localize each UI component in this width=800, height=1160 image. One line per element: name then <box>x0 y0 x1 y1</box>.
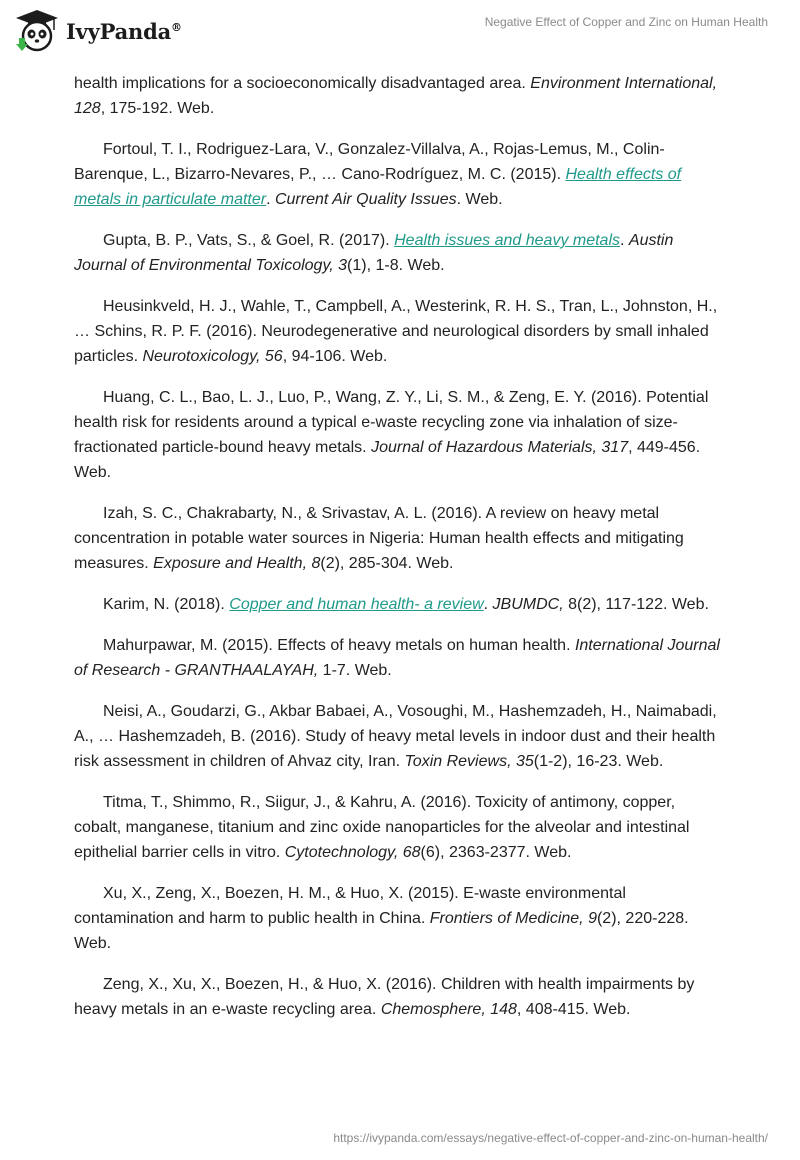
reference-text: Gupta, B. P., Vats, S., & Goel, R. (2017). <box>103 232 395 249</box>
reference-text: . <box>620 232 629 249</box>
reference-text: Zeng, X., Xu, X., Boezen, H., & Huo, X. (2016). Children with health impairments by heavy metals in an e-waste recycling area. <box>74 976 695 1018</box>
reference-text: . <box>483 596 493 613</box>
reference-entry <box>74 881 726 956</box>
reference-text: , 408-415. Web. <box>516 1001 631 1018</box>
reference-source: Toxin Reviews, 35 <box>404 753 534 770</box>
reference-entry <box>74 71 726 121</box>
reference-text: (1-2), 16-23. Web. <box>533 753 664 770</box>
reference-text: . <box>266 191 275 208</box>
footer-url[interactable]: https://ivypanda.com/essays/negative-effect-of-copper-and-zinc-on-human-health/ <box>333 1131 768 1145</box>
reference-source: Neurotoxicology, 56 <box>142 348 283 365</box>
reference-entry <box>74 972 726 1022</box>
reference-text: 1-7. Web. <box>318 662 392 679</box>
reference-source: Environment International, 128 <box>74 75 718 117</box>
reference-entry <box>74 228 726 278</box>
reference-text: 8(2), 117-122. Web. <box>563 596 709 613</box>
reference-text: Huang, C. L., Bao, L. J., Luo, P., Wang, Z. Y., Li, S. M., & Zeng, E. Y. (2016). Potential health risk for residents around a typical e-waste recycling zone via inhalation of size-fractionated particle-bound heavy metals. <box>74 389 709 456</box>
reference-source: Exposure and Health, 8 <box>153 555 321 572</box>
reference-list <box>74 71 726 1038</box>
reference-entry <box>74 137 726 212</box>
reference-source: Austin Journal of Environmental Toxicology, 3 <box>74 232 674 274</box>
reference-text: Neisi, A., Goudarzi, G., Akbar Babaei, A., Vosoughi, M., Hashemzadeh, H., Naimabadi, A., … Hashemzadeh, B. (2016). Study of heavy metal levels in indoor dust and their health risk assessment in children of Ahvaz city, Iran. <box>74 703 717 770</box>
reference-text: (1), 1-8. Web. <box>347 257 445 274</box>
reference-link[interactable]: Copper and human health- a review <box>229 596 484 613</box>
reference-entry <box>74 501 726 576</box>
reference-entry <box>74 294 726 369</box>
reference-text: Karim, N. (2018). <box>103 596 230 613</box>
reference-text: Heusinkveld, H. J., Wahle, T., Campbell, A., Westerink, R. H. S., Tran, L., Johnston, H., … Schins, R. P. F. (2016). Neurodegenerative and neurological disorders by small inhaled particles. <box>74 298 718 365</box>
reference-text: Xu, X., Zeng, X., Boezen, H. M., & Huo, X. (2015). E-waste environmental contamination and harm to public health in China. <box>74 885 626 927</box>
document-title: Negative Effect of Copper and Zinc on Human Health <box>484 15 768 29</box>
reference-text: . Web. <box>456 191 503 208</box>
reference-source: International Journal of Research - GRANTHAALAYAH, <box>74 637 720 679</box>
reference-entry <box>74 592 726 617</box>
reference-source: Chemosphere, 148 <box>380 1001 517 1018</box>
reference-text: Titma, T., Shimmo, R., Siigur, J., & Kahru, A. (2016). Toxicity of antimony, copper, cobalt, manganese, titanium and zinc oxide nanoparticles for the alveolar and intestinal epithelial barrier cells in vitro. <box>74 794 690 861</box>
page-header <box>0 0 800 70</box>
logo-wordmark <box>66 19 182 44</box>
reference-text: Mahurpawar, M. (2015). Effects of heavy metals on human health. <box>103 637 575 654</box>
reference-entry <box>74 385 726 485</box>
registered-mark: ® <box>171 20 182 34</box>
reference-text: (2), 285-304. Web. <box>320 555 454 572</box>
reference-text: (2), 220-228. Web. <box>74 910 689 952</box>
reference-text: , 449-456. Web. <box>74 439 701 481</box>
reference-entry <box>74 633 726 683</box>
reference-source: JBUMDC, <box>492 596 564 613</box>
reference-text: health implications for a socioeconomically disadvantaged area. <box>74 75 531 92</box>
panda-logo-icon <box>14 8 60 54</box>
reference-text: Izah, S. C., Chakrabarty, N., & Srivastav, A. L. (2016). A review on heavy metal concentration in potable water sources in Nigeria: Human health effects and mitigating measures. <box>74 505 684 572</box>
reference-entry <box>74 699 726 774</box>
reference-source: Journal of Hazardous Materials, 317 <box>371 439 629 456</box>
ivypanda-logo[interactable] <box>14 8 182 54</box>
reference-text: , 94-106. Web. <box>282 348 388 365</box>
reference-text: , 175-192. Web. <box>100 100 215 117</box>
reference-text: Fortoul, T. I., Rodriguez-Lara, V., Gonzalez-Villalva, A., Rojas-Lemus, M., Colin-Barenque, L., Bizarro-Nevares, P., … Cano-Rodríguez, M. C. (2015). <box>74 141 665 183</box>
reference-entry <box>74 790 726 865</box>
reference-link[interactable]: Health effects of metals in particulate matter <box>74 166 682 208</box>
reference-link[interactable]: Health issues and heavy metals <box>394 232 621 249</box>
logo-text: IvyPanda <box>66 18 172 44</box>
reference-source: Current Air Quality Issues <box>274 191 457 208</box>
reference-text: (6), 2363-2377. Web. <box>420 844 572 861</box>
reference-source: Frontiers of Medicine, 9 <box>429 910 597 927</box>
reference-source: Cytotechnology, 68 <box>284 844 421 861</box>
